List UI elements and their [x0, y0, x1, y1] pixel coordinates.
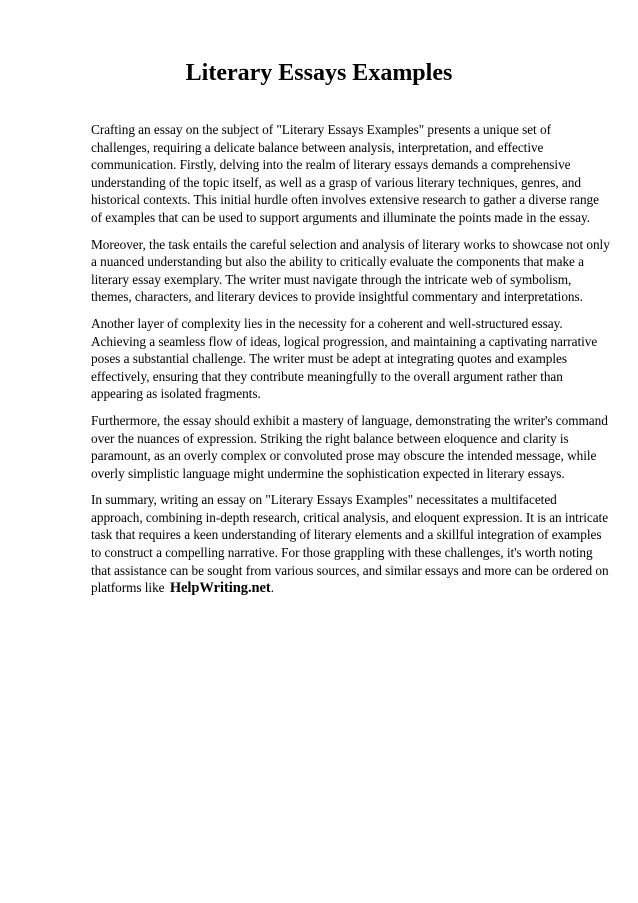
paragraph-selection-analysis: Moreover, the task entails the careful selection and analysis of literary works to showcase not only a nuanced understanding but also the ability to critically evaluate the components that make a literary essay exemplary. The writer must navigate through the intricate web of symbolism, themes, characters, and literary devices to provide insightful commentary and interpretations.: [91, 236, 610, 305]
paragraph-language: Furthermore, the essay should exhibit a mastery of language, demonstrating the writer's command over the nuances of expression. Striking the right balance between eloquence and clarity is paramount, as an overly complex or convoluted prose may obscure the intended message, while overly simplistic language might undermine the sophistication expected in literary essays.: [91, 412, 608, 481]
essay-body: [91, 121, 611, 607]
helpwriting-link[interactable]: HelpWriting.net: [169, 580, 271, 597]
paragraph-summary: [91, 491, 611, 598]
paragraph-intro: Crafting an essay on the subject of "Literary Essays Examples" presents a unique set of challenges, requiring a delicate balance between analysis, interpretation, and effective communication. Firstly, delving into the realm of literary essays demands a comprehensive understanding of the topic itself, as well as a grasp of various literary techniques, genres, and historical contexts. This initial hurdle often involves extensive research to gather a diverse range of examples that can be used to support arguments and illuminate the points made in the essay.: [91, 122, 599, 225]
paragraph-structure: Another layer of complexity lies in the necessity for a coherent and well-structured essay. Achieving a seamless flow of ideas, logical progression, and maintaining a captivating narrative poses a substantial challenge. The writer must be adept at integrating quotes and examples effectively, ensuring that they contribute meaningfully to the overall argument rather than appearing as isolated fragments.: [91, 315, 598, 402]
summary-end-punctuation: .: [270, 580, 274, 596]
page-title: Literary Essays Examples: [185, 60, 453, 86]
summary-text: In summary, writing an essay on "Literary Essays Examples" necessitates a multifaceted approach, combining in-depth research, critical analysis, and eloquent expression. It is an intricate task that requires a keen understanding of literary elements and a skillful integration of examples to construct a compelling narrative. For those grappling with these challenges, it's worth noting that assistance can be sought from various sources, and similar essays and more can be ordered on platforms like: [91, 492, 609, 596]
